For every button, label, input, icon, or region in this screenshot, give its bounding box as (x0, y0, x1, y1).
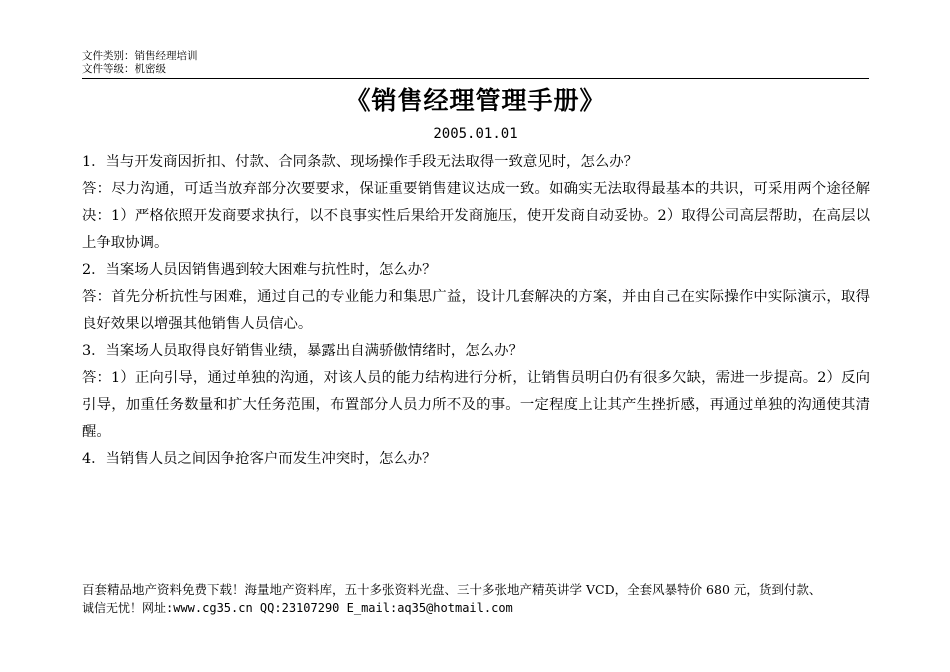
document-date: 2005.01.01 (433, 126, 518, 142)
document-header (82, 50, 198, 76)
footer-contact-line: 诚信无忧！网址:www.cg35.cn QQ:23107290 E_mail:aq35@hotmail.com (82, 601, 513, 615)
header-divider (82, 78, 869, 79)
answer-2: 答：首先分析抗性与困难，通过自己的专业能力和集思广益，设计几套解决的方案，并由自己在实际操作中实际演示，取得良好效果以增强其他销售人员信心。 (82, 289, 870, 332)
file-level: 文件等级：机密级 (82, 63, 166, 75)
file-category: 文件类别：销售经理培训 (82, 50, 198, 62)
answer-1: 答：尽力沟通，可适当放弃部分次要要求，保证重要销售建议达成一致。如确实无法取得最基本的共识，可采用两个途径解决：1）严格依照开发商要求执行，以不良事实性后果给开发商施压，使开发商自动妥协。2）取得公司高层帮助，在高层以上争取协调。 (82, 181, 870, 251)
footer-promo-line: 百套精品地产资料免费下载！海量地产资料库，五十多张资料光盘、三十多张地产精英讲学 VCD，全套风暴特价 680 元，货到付款、 (82, 582, 822, 597)
question-2: 2．当案场人员因销售遇到较大困难与抗性时，怎么办？ (82, 262, 437, 278)
question-1: 1．当与开发商因折扣、付款、合同条款、现场操作手段无法取得一致意见时，怎么办？ (82, 154, 639, 170)
document-title: 《销售经理管理手册》 (345, 86, 606, 115)
document-footer (82, 580, 882, 618)
document-body (82, 149, 870, 473)
question-3: 3．当案场人员取得良好销售业绩，暴露出自满骄傲情绪时，怎么办？ (82, 343, 523, 359)
answer-3: 答：1）正向引导，通过单独的沟通，对该人员的能力结构进行分析，让销售员明白仍有很多欠缺，需进一步提高。2）反向引导，加重任务数量和扩大任务范围，布置部分人员力所不及的事。一定程度上让其产生挫折感，再通过单独的沟通使其清醒。 (82, 370, 870, 440)
question-4: 4．当销售人员之间因争抢客户而发生冲突时，怎么办？ (82, 451, 437, 467)
